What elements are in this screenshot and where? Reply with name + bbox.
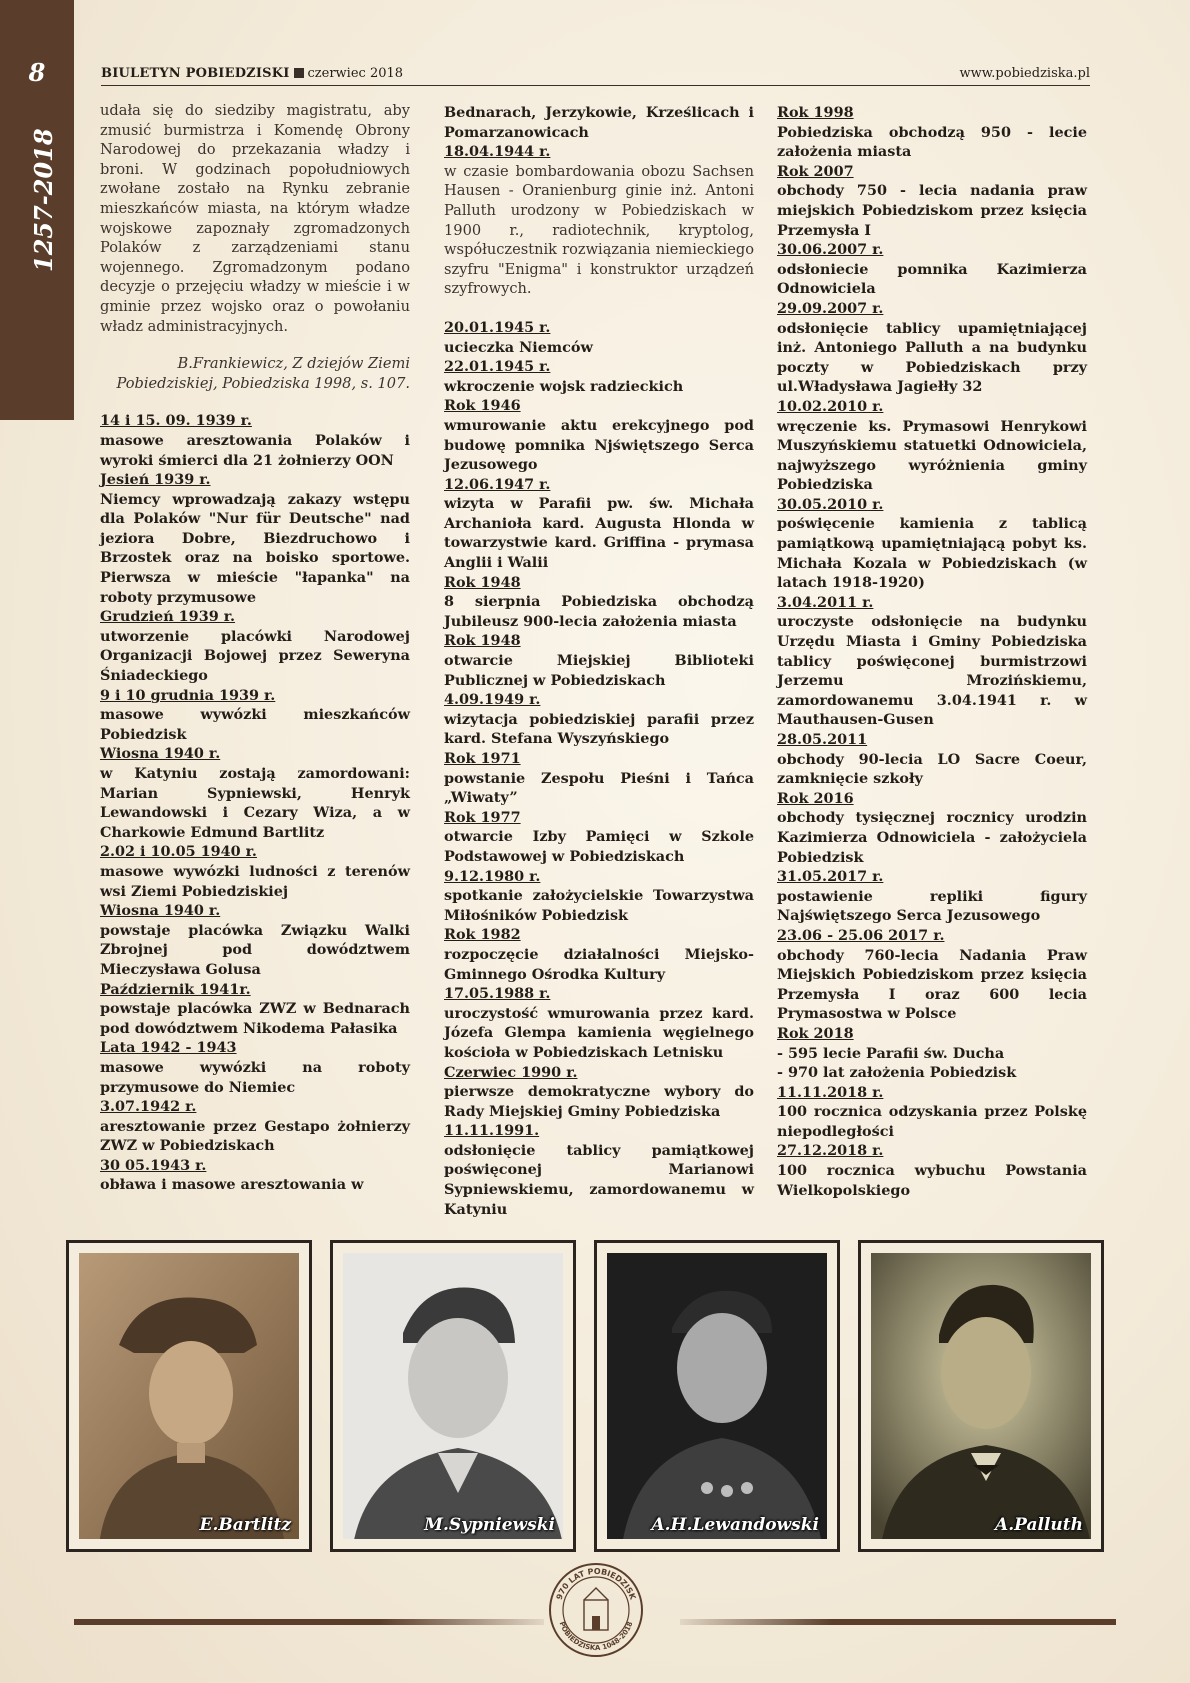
timeline-date: 28.05.2011: [777, 731, 868, 748]
timeline-date: Rok 2018: [777, 1024, 854, 1042]
timeline-col1: [100, 411, 410, 1195]
timeline-date: 31.05.2017 r.: [777, 868, 884, 886]
portrait-lewandowski: [607, 1253, 827, 1539]
citation: B.Frankiewicz, Z dziejów Ziemi Pobiedziskiej, Pobiedziska 1998, s. 107.: [116, 355, 410, 392]
timeline-event: odsłonięcie tablicy upamiętniającej inż. Antoniego Palluth a na budynku poczty w Pobiedziskach przy ul.Władysława Jagiełły 32: [777, 319, 1087, 396]
timeline-event: pierwsze demokratyczne wybory do Rady Miejskiej Gminy Pobiedziska: [444, 1083, 754, 1120]
timeline-date: 9.12.1980 r.: [444, 867, 541, 885]
timeline-event: postawienie repliki figury Najświętszego Serca Jezusowego: [777, 887, 1087, 925]
footer-rule-left: [74, 1619, 544, 1625]
portrait-bartlitz: [79, 1253, 299, 1539]
timeline-date: 14 i 15. 09. 1939 r.: [100, 412, 252, 430]
timeline-date: 30.06.2007 r.: [777, 241, 884, 259]
timeline-date: 10.02.2010 r.: [777, 397, 884, 415]
timeline-col2: [444, 318, 754, 1219]
timeline-date: 3.07.1942 r.: [100, 1098, 197, 1116]
timeline-date: 20.01.1945 r.: [444, 318, 551, 336]
portrait-image: [871, 1253, 1091, 1539]
portrait-image: [607, 1253, 827, 1539]
timeline-date: Jesień 1939 r.: [100, 471, 211, 489]
timeline-event: aresztowanie przez Gestapo żołnierzy ZWZ w Pobiedziskach: [100, 1117, 410, 1155]
timeline-date: Rok 1982: [444, 926, 521, 944]
portrait-frame: [66, 1240, 312, 1552]
timeline-event: obchody 750 - lecia nadania praw miejskich Pobiedziskom przez księcia Przemysła I: [777, 182, 1087, 239]
timeline-date: Październik 1941r.: [100, 980, 251, 998]
site-url[interactable]: www.pobiedziska.pl: [959, 66, 1090, 81]
timeline-event: 100 rocznica odzyskania przez Polskę niepodległości: [777, 1103, 1087, 1140]
timeline-date: 3.04.2011 r.: [777, 593, 874, 611]
timeline-event: wmurowanie aktu erekcyjnego pod budowę pomnika Njświętszego Serca Jezusowego: [444, 416, 754, 474]
timeline-event: wizytacja pobiedziskiej parafii przez kard. Stefana Wyszyńskiego: [444, 710, 754, 748]
timeline-date: 27.12.2018 r.: [777, 1142, 884, 1160]
continued-text: Bednarach, Jerzykowie, Krześlicach i Pomarzanowicach: [444, 104, 754, 141]
timeline-event: poświęcenie kamienia z tablicą pamiątkową upamiętniającą pobyt ks. Michała Kozala w Pobiedziskach (w latach 1918-1920): [777, 515, 1087, 592]
portrait-caption: M.Sypniewski: [424, 1515, 555, 1535]
timeline-date: 18.04.1944 r.: [444, 143, 551, 161]
timeline-date: 17.05.1988 r.: [444, 985, 551, 1003]
column-1: [100, 101, 410, 1195]
timeline-date: 30.05.2010 r.: [777, 495, 884, 513]
timeline-event: - 595 lecie Parafii św. Ducha - 970 lat założenia Pobiedzisk: [777, 1044, 1017, 1082]
timeline-date: Wiosna 1940 r.: [100, 745, 221, 763]
timeline-date: Rok 2007: [777, 162, 854, 180]
timeline-event: powstanie Zespołu Pieśni i Tańca „Wiwaty”: [444, 769, 754, 807]
palluth-text: w czasie bombardowania obozu Sachsen Hausen - Oranienburg ginie inż. Antoni Palluth urodzony w Pobiedziskach w 1900 r., radiotechnik, kryptolog, współuczestnik rozwiązania niemieckiego szyfru "Enigma" i konstruktor urządzeń szyfrowych.: [444, 162, 754, 298]
timeline-date: Lata 1942 - 1943: [100, 1039, 237, 1057]
timeline-event: ucieczka Niemców: [444, 338, 593, 356]
timeline-event: wkroczenie wojsk radzieckich: [444, 377, 684, 395]
timeline-event: powstaje placówka Związku Walki Zbrojnej pod dowództwem Mieczysława Golusa: [100, 921, 410, 978]
timeline-date: Rok 1998: [777, 104, 854, 121]
timeline-event: uroczystość wmurowania przez kard. Józefa Glempa kamienia węgielnego kościoła w Pobiedziskach Letnisku: [444, 1004, 754, 1061]
timeline-event: Niemcy wprowadzają zakazy wstępu dla Polaków "Nur für Deutsche" nad jeziora Dobre, Biezdruchowo i Brzostek oraz na boisko sportowe. Pierwsza w mieście "łapanka" na roboty przymusowe: [100, 490, 410, 606]
timeline-date: 23.06 - 25.06 2017 r.: [777, 926, 945, 944]
timeline-date: 9 i 10 grudnia 1939 r.: [100, 686, 276, 704]
timeline-date: 30 05.1943 r.: [100, 1156, 207, 1174]
timeline-date: 12.06.1947 r.: [444, 475, 551, 493]
timeline-event: masowe wywózki ludności z terenów wsi Ziemi Pobiedziskiej: [100, 862, 410, 900]
timeline-date: 4.09.1949 r.: [444, 691, 541, 709]
timeline-event: Pobiedziska obchodzą 950 - lecie założenia miasta: [777, 123, 1087, 161]
portrait-caption: A.H.Lewandowski: [651, 1515, 819, 1535]
timeline-event: masowe wywózki na roboty przymusowe do Niemiec: [100, 1058, 410, 1096]
side-years: 1257-2018: [29, 128, 58, 272]
timeline-event: otwarcie Izby Pamięci w Szkole Podstawowej w Pobiedziskach: [444, 828, 754, 865]
timeline-event: otwarcie Miejskiej Biblioteki Publicznej w Pobiedziskach: [444, 652, 754, 689]
timeline-event: obchody 90-lecia LO Sacre Coeur, zamknięcie szkoły: [777, 750, 1087, 788]
timeline-event: odsłoniecie pomnika Kazimierza Odnowiciela: [777, 260, 1087, 298]
intro-text: udała się do siedziby magistratu, aby zmusić burmistrza i Komendę Obrony Narodowej do przekazania władzy i broni. W godzinach popołudniowych zwołane zostało na Rynku zebranie mieszkańców miasta, na którym władze wojskowe zapoznały zgromadzonych Polaków z zarządzeniami stanu wojennego. Zgromadzonym podano decyzje o przejęciu władzy w mieście i w gminie przez wojsko oraz o powołaniu władz administracyjnych.: [100, 102, 410, 335]
timeline-date: Rok 1977: [444, 808, 521, 826]
bulletin-title: BIULETYN POBIEDZISKI: [101, 66, 290, 81]
page-header: [101, 66, 1090, 86]
jubilee-seal-logo: [546, 1560, 646, 1660]
timeline-event: wręczenie ks. Prymasowi Henrykowi Muszyńskiemu statuetki Odnowiciela, najwyższego wyróżnienia gminy Pobiedziska: [777, 417, 1087, 494]
timeline-date: Rok 2016: [777, 789, 854, 807]
column-3: [777, 103, 1087, 1200]
timeline-event: obchody tysięcznej rocznicy urodzin Kazimierza Odnowiciela - założyciela Pobiedzisk: [777, 809, 1087, 866]
timeline-date: 29.09.2007 r.: [777, 299, 884, 317]
timeline-event: obława i masowe aresztowania w: [100, 1176, 364, 1194]
timeline-event: spotkanie założycielskie Towarzystwa Miłośników Pobiedzisk: [444, 887, 754, 924]
issue-date: czerwiec 2018: [307, 66, 404, 81]
portrait-frame: [330, 1240, 576, 1552]
timeline-date: Rok 1948: [444, 632, 521, 650]
timeline-event: rozpoczęcie działalności Miejsko-Gminnego Ośrodka Kultury: [444, 945, 754, 983]
column-2: [444, 103, 754, 1219]
timeline-date: Rok 1948: [444, 573, 521, 591]
timeline-event: masowe aresztowania Polaków i wyroki śmierci dla 21 żołnierzy OON: [100, 431, 410, 469]
timeline-event: 100 rocznica wybuchu Powstania Wielkopolskiego: [777, 1162, 1087, 1199]
svg-text:POBIEDZISKA 1048-2018: POBIEDZISKA 1048-2018: [557, 1620, 635, 1653]
timeline-event: w Katyniu zostają zamordowani: Marian Sypniewski, Henryk Lewandowski i Cezary Wiza, a w Charkowie Edmund Bartlitz: [100, 765, 410, 841]
portrait-row: [66, 1240, 1126, 1555]
timeline-event: obchody 760-lecia Nadania Praw Miejskich Pobiedziskom przez księcia Przemysła I oraz 600 lecia Prymasostwa w Polsce: [777, 946, 1087, 1023]
svg-text:970 LAT POBIEDZISK: 970 LAT POBIEDZISK: [554, 1566, 638, 1601]
portrait-frame: [858, 1240, 1104, 1552]
portrait-caption: E.Bartlitz: [199, 1515, 291, 1535]
timeline-event: masowe wywózki mieszkańców Pobiedzisk: [100, 706, 410, 743]
footer-rule-right: [680, 1619, 1116, 1625]
portrait-caption: A.Palluth: [995, 1515, 1083, 1535]
timeline-date: Wiosna 1940 r.: [100, 902, 221, 920]
timeline-col3: [777, 103, 1087, 1200]
timeline-event: wizyta w Parafii pw. św. Michała Archanioła kard. Augusta Hlonda w towarzystwie kard. Griffina - prymasa Anglii i Walii: [444, 495, 754, 572]
timeline-event: 8 sierpnia Pobiedziska obchodzą Jubileusz 900-lecia założenia miasta: [444, 593, 754, 630]
timeline-date: 11.11.1991.: [444, 1122, 540, 1140]
timeline-date: 11.11.2018 r.: [777, 1083, 884, 1101]
timeline-date: 22.01.1945 r.: [444, 358, 551, 376]
timeline-date: Grudzień 1939 r.: [100, 608, 235, 626]
timeline-event: utworzenie placówki Narodowej Organizacji Bojowej przez Seweryna Śniadeckiego: [100, 627, 410, 685]
timeline-event: odsłonięcie tablicy pamiątkowej poświęconej Marianowi Sypniewskiemu, zamordowanemu w Katyniu: [444, 1141, 754, 1218]
portrait-image: [79, 1253, 299, 1539]
portrait-palluth: [871, 1253, 1091, 1539]
timeline-date: Rok 1946: [444, 397, 521, 415]
portrait-sypniewski: [343, 1253, 563, 1539]
timeline-event: powstaje placówka ZWZ w Bednarach pod dowództwem Nikodema Pałasika: [100, 1000, 410, 1037]
timeline-date: 2.02 i 10.05 1940 r.: [100, 843, 257, 861]
timeline-date: Czerwiec 1990 r.: [444, 1063, 578, 1081]
timeline-event: uroczyste odsłonięcie na budynku Urzędu Miasta i Gminy Pobiedziska tablicy poświęconej burmistrzowi Jerzemu Mrozińskiemu, zamordowanemu 3.04.1941 r. w Mauthausen-Gusen: [777, 613, 1087, 729]
portrait-frame: [594, 1240, 840, 1552]
timeline-date: Rok 1971: [444, 750, 521, 767]
portrait-image: [343, 1253, 563, 1539]
page-number: 8: [28, 58, 46, 87]
header-square: [294, 68, 304, 78]
